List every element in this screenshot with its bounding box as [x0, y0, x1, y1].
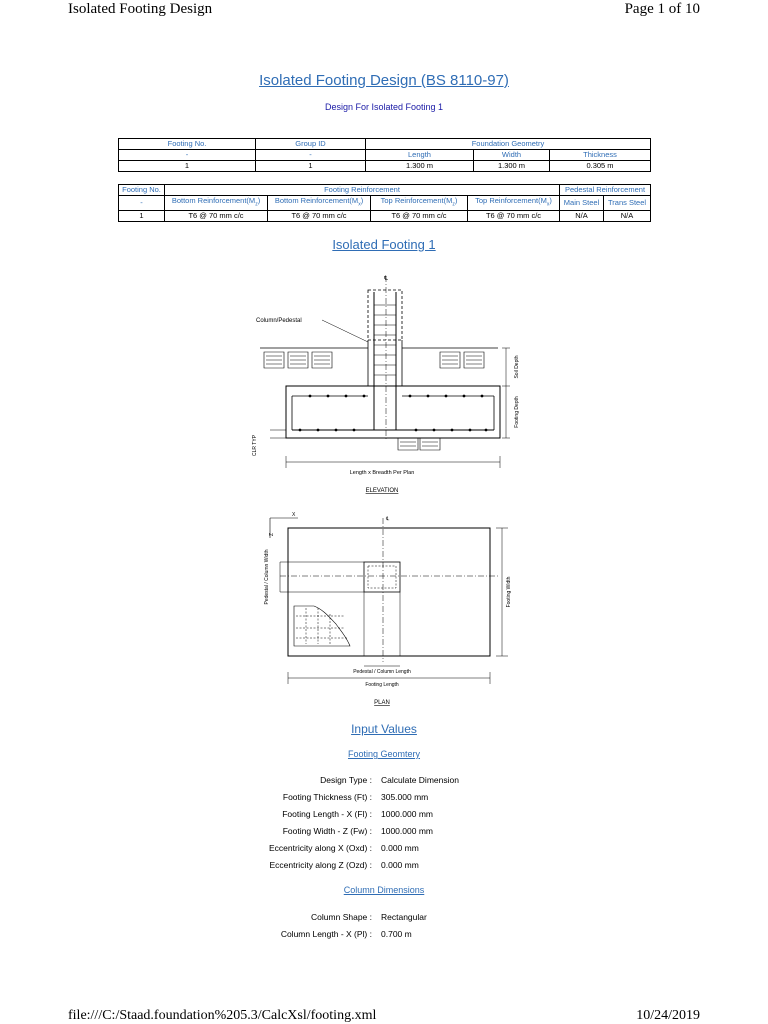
cell-thickness: 0.305 m — [550, 161, 651, 172]
th-thickness: Thickness — [550, 150, 651, 161]
list-item — [0, 910, 427, 924]
centerline-mark: ℄ — [384, 276, 388, 282]
reinforcement-table — [118, 184, 651, 222]
list-item — [0, 773, 459, 787]
page-header — [0, 0, 768, 22]
field-label: Column Shape : — [311, 912, 372, 922]
cell-bottom-mz: T6 @ 70 mm c/c — [165, 210, 268, 221]
th-top-mz: Top $Reinforcement(M_z)$ — [371, 196, 468, 211]
th-main-steel: Main Steel — [560, 196, 604, 211]
soil-depth-label: Soil Depth — [514, 355, 520, 379]
field-label: Column Length - X (Pl) : — [280, 929, 372, 939]
cell-dash: - — [256, 150, 366, 161]
section-title: Isolated Footing 1 — [332, 237, 436, 252]
pedestal-length-label: Pedestal / Column Length — [353, 669, 411, 675]
th-pedestal-reinforcement: Pedestal Reinforcement — [560, 185, 651, 196]
z-axis-label: Z — [269, 532, 275, 536]
plan-caption: PLAN — [374, 700, 390, 706]
header-title: Isolated Footing Design — [68, 1, 213, 17]
footing-width-label: Footing Width — [506, 576, 512, 608]
field-value: 305.000 mm — [381, 792, 429, 802]
print-date: 10/24/2019 — [636, 1008, 700, 1023]
th-foundation-geometry: Foundation Geometry — [366, 139, 651, 150]
cell-dash: - — [119, 196, 165, 211]
document-title: Isolated Footing Design (BS 8110-97) — [259, 72, 509, 89]
table-row — [119, 161, 651, 172]
cell-group-id: 1 — [256, 161, 366, 172]
x-axis-label: X — [292, 512, 296, 518]
list-item — [0, 824, 433, 838]
list-item — [0, 858, 419, 872]
th-footing-reinforcement: Footing Reinforcement — [165, 185, 560, 196]
cell-bottom-mx: T6 @ 70 mm c/c — [268, 210, 371, 221]
page-number: Page 1 of 10 — [624, 1, 700, 17]
th-bottom-mx: Bottom $Reinforcement(M_x)$ — [268, 196, 371, 211]
th-group-id: Group ID — [256, 139, 366, 150]
cell-top-mz: T6 @ 70 mm c/c — [371, 210, 468, 221]
list-item — [0, 790, 429, 804]
field-value: 0.000 mm — [381, 860, 419, 870]
geometry-table — [118, 138, 651, 172]
cell-top-mx: T6 @ 70 mm c/c — [468, 210, 560, 221]
field-label: Eccentricity along Z (Ozd) : — [269, 860, 372, 870]
field-label: Footing Length - X (Fl) : — [282, 809, 372, 819]
cell-width: 1.300 m — [474, 161, 550, 172]
footing-length-label: Footing Length — [365, 682, 399, 688]
page-footer — [0, 1008, 768, 1024]
cell-length: 1.300 m — [366, 161, 474, 172]
length-breadth-label: Length x Breadth Per Plan — [349, 470, 415, 476]
th-footing-no: Footing No. — [119, 185, 165, 196]
document-subtitle: Design For Isolated Footing 1 — [324, 102, 444, 112]
clr-typ-label: CLR TYP — [252, 434, 258, 456]
pedestal-width-label: Pedestal / Column Width — [264, 549, 270, 605]
th-bottom-mz: Bottom $Reinforcement(M_z)$ — [165, 196, 268, 211]
input-values-title: Input Values — [351, 722, 417, 736]
cell-dash: - — [119, 150, 256, 161]
field-label: Design Type : — [320, 775, 372, 785]
list-item — [0, 807, 433, 821]
footing-depth-label: Footing Depth — [514, 396, 520, 428]
cell-footing-no: 1 — [119, 210, 165, 221]
field-value: Rectangular — [381, 912, 427, 922]
centerline-mark: ℄ — [386, 516, 390, 522]
column-label: Column/Pedestal — [256, 318, 302, 324]
table-row — [119, 210, 651, 221]
field-value: 0.000 mm — [381, 843, 419, 853]
th-trans-steel: Trans Steel — [604, 196, 651, 211]
field-value: 1000.000 mm — [381, 826, 433, 836]
elevation-caption: ELEVATION — [365, 488, 399, 494]
column-dimensions-title: Column Dimensions — [343, 885, 425, 895]
th-width: Width — [474, 150, 550, 161]
th-footing-no: Footing No. — [119, 139, 256, 150]
cell-trans-steel: N/A — [604, 210, 651, 221]
cell-main-steel: N/A — [560, 210, 604, 221]
field-value: Calculate Dimension — [381, 775, 459, 785]
field-value: 0.700 m — [381, 929, 412, 939]
footing-geometry-title: Footing Geomtery — [347, 749, 421, 759]
th-top-mx: Top $Reinforcement(M_x)$ — [468, 196, 560, 211]
file-path: file:///C:/Staad.foundation%205.3/CalcXsl/footing.xml — [68, 1008, 377, 1023]
field-label: Footing Width - Z (Fw) : — [282, 826, 372, 836]
field-label: Footing Thickness (Ft) : — [282, 792, 372, 802]
elevation-drawing — [240, 270, 540, 500]
plan-drawing — [250, 510, 520, 710]
list-item — [0, 927, 412, 941]
field-label: Eccentricity along X (Oxd) : — [269, 843, 372, 853]
field-value: 1000.000 mm — [381, 809, 433, 819]
th-length: Length — [366, 150, 474, 161]
cell-footing-no: 1 — [119, 161, 256, 172]
list-item — [0, 841, 419, 855]
